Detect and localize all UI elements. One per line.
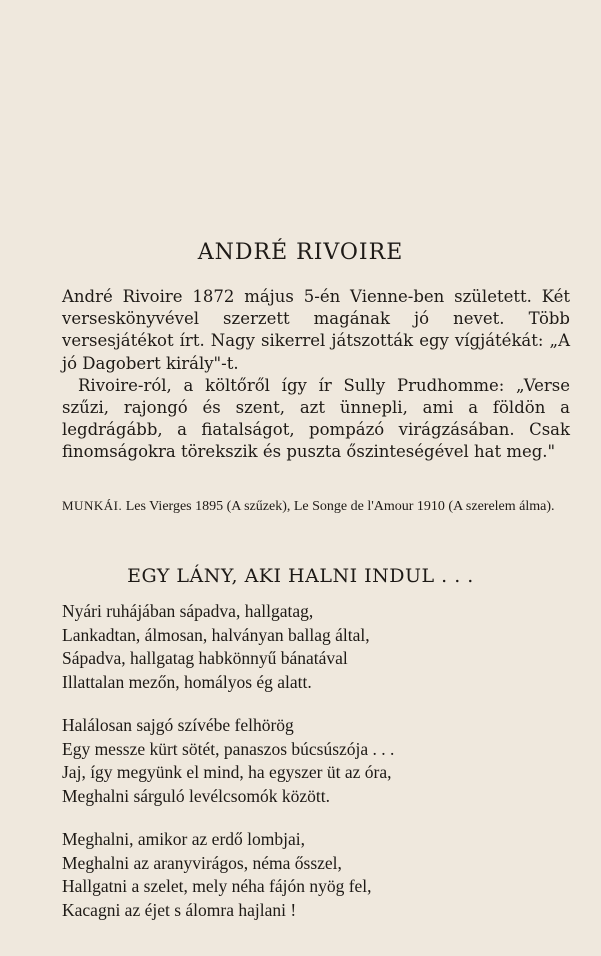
poem-title: EGY LÁNY, AKI HALNI INDUL . . .	[127, 565, 474, 587]
biography-paragraph: André Rivoire 1872 május 5-én Vienne-ben született. Két verseskönyvével szerzett magának jó nevet. Több versesjátékot írt. Nagy sikerrel játszották egy vígjátékát: „A jó Dagobert király"-t.	[62, 287, 570, 373]
poem-stanza	[62, 600, 572, 694]
poem-line: Kacagni az éjet s álomra hajlani !	[62, 899, 297, 920]
poem-line: Meghalni az aranyvirágos, néma ősszel,	[62, 852, 342, 873]
biography	[62, 286, 570, 464]
poem-line: Illattalan mezőn, homályos ég alatt.	[62, 671, 312, 692]
poem-stanza	[62, 828, 572, 922]
works-text: Les Vierges 1895 (A szűzek), Le Songe de l'Amour 1910 (A szerelem álma).	[125, 499, 555, 514]
biography-paragraph: Rivoire-ról, a költőről így ír Sully Prudhomme: „Verse szűzi, rajongó és szent, azt ünnepli, ami a földön a legdrágább, a fiatalságot, pompázó virágzásában. Csak finomságokra törekszik és puszta őszinteségével hat meg."	[62, 375, 570, 462]
poem-line: Meghalni, amikor az erdő lombjai,	[62, 829, 305, 849]
poem-line: Hallgatni a szelet, mely néha fájón nyög fel,	[62, 876, 372, 897]
poem-stanza	[62, 714, 572, 808]
poem-line: Egy messze kürt sötét, panaszos búcsúszója . . .	[62, 738, 395, 759]
poem-line: Sápadva, hallgatag habkönnyű bánatával	[62, 648, 348, 669]
poem-line: Halálosan sajgó szívébe felhörög	[62, 715, 294, 735]
works-label: MUNKÁI.	[62, 498, 123, 513]
poem-line: Nyári ruhájában sápadva, hallgatag,	[62, 601, 314, 621]
poem-line: Jaj, így megyünk el mind, ha egyszer üt az óra,	[62, 762, 392, 783]
poem-line: Lankadtan, álmosan, halványan ballag által,	[62, 624, 370, 645]
author-heading: ANDRÉ RIVOIRE	[197, 240, 404, 265]
works-section	[62, 497, 570, 517]
poem-line: Meghalni sárguló levélcsomók között.	[62, 785, 330, 806]
